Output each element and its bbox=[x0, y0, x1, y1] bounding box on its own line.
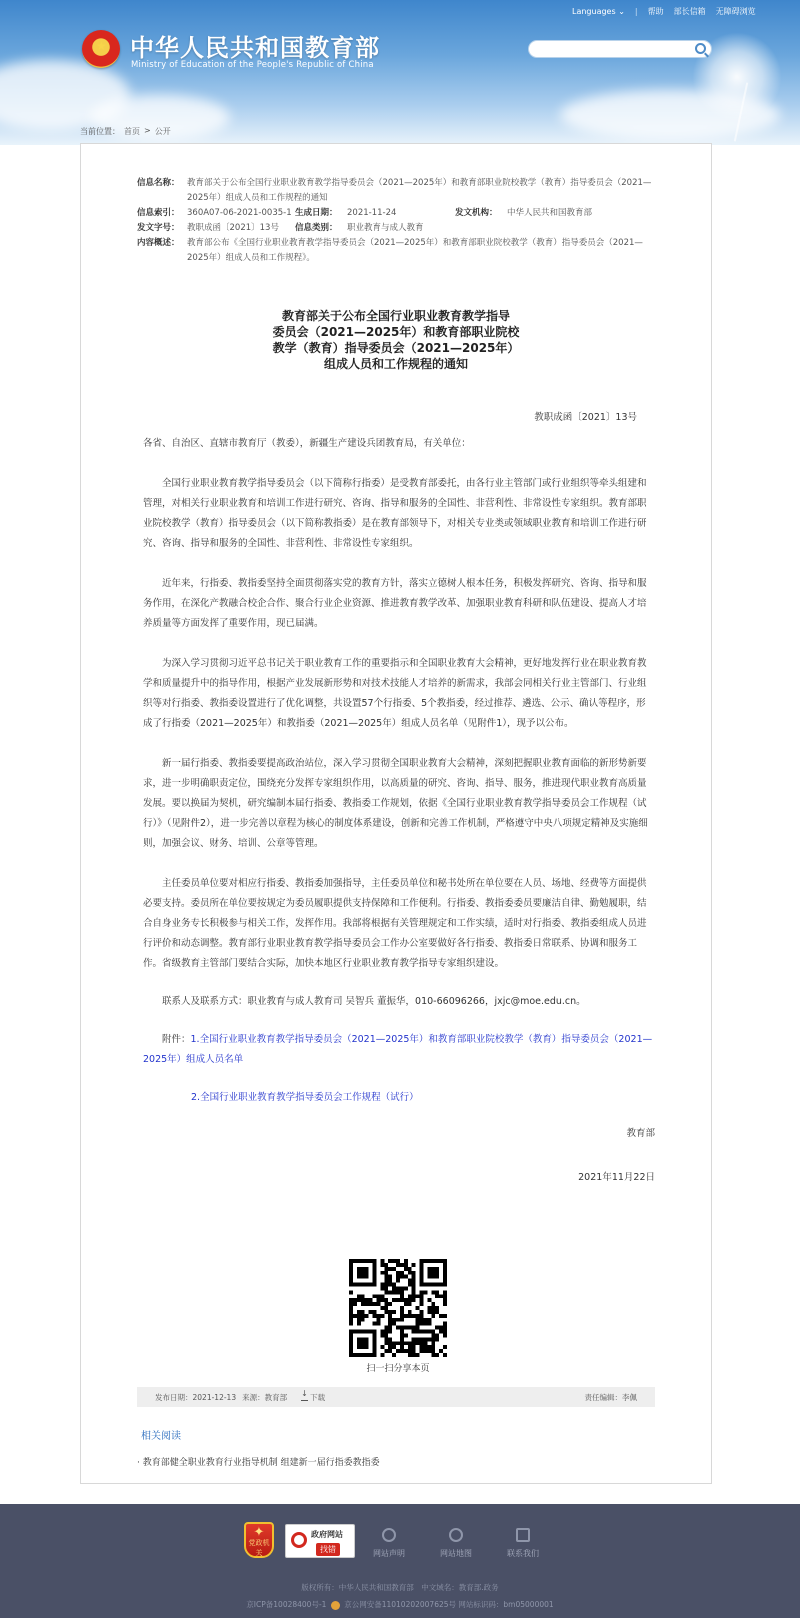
national-emblem-icon[interactable]: ★ bbox=[82, 30, 120, 68]
search-icon[interactable] bbox=[695, 43, 706, 54]
site-subtitle: Ministry of Education of the People's Republic of China bbox=[131, 60, 374, 70]
breadcrumb-home[interactable]: 首页 bbox=[124, 127, 140, 136]
footer-link-contact[interactable] bbox=[498, 1528, 548, 1559]
meta-gen-date-label: 生成日期： bbox=[295, 208, 338, 218]
title-line: 教育部关于公布全国行业职业教育教学指导 bbox=[281, 309, 510, 323]
title-line: 组成人员和工作规程的通知 bbox=[323, 357, 468, 371]
related-reading-title: 相关阅读 bbox=[141, 1431, 181, 1442]
signature: 教育部 bbox=[626, 1128, 655, 1139]
footer-copyright: 版权所有：中华人民共和国教育部 中文域名：教育部.政务 bbox=[301, 1583, 499, 1592]
attachment-2-link[interactable]: 2.全国行业职业教育教学指导委员会工作规程（试行） bbox=[191, 1092, 419, 1103]
meta-category-label: 信息类别： bbox=[295, 223, 338, 233]
qr-code bbox=[349, 1259, 447, 1357]
title-line: 委员会（2021—2025年）和教育部职业院校 bbox=[272, 325, 520, 339]
contacts-icon bbox=[516, 1528, 530, 1542]
gov-site-error-report-button[interactable] bbox=[285, 1524, 355, 1558]
source: 来源：教育部 bbox=[242, 1392, 288, 1402]
contact-info: 联系人及联系方式：职业教育与成人教育司 吴智兵 董振华，010-66096266，jxjc@moe.edu.cn。 bbox=[162, 996, 586, 1007]
error-report-line1: 政府网站 bbox=[311, 1530, 343, 1539]
map-pin-icon bbox=[449, 1528, 463, 1542]
breadcrumb-separator: > bbox=[144, 126, 151, 135]
magnifier-icon bbox=[291, 1532, 307, 1548]
signature-date: 2021年11月22日 bbox=[578, 1172, 655, 1183]
body-paragraph: 新一届行指委、教指委要提高政治站位，深入学习贯彻全国职业教育大会精神，深刻把握职业教育面临的新形势新要求，进一步明确职责定位，围绕充分发挥专家组织作用，以高质量的研究、咨询、指导、服务，推进现代职业教育高质量发展。要以换届为契机，研究编制本届行指委、教指委工作规划，依据《全国行业职业教育教学指导委员会工作规程（试行）》（见附件2），进一步完善以章程为核心的制度体系建设，创新和完善工作机制，严格遵守中央八项规定精神及实施细则，加强会议、财务、培训、公章等管理。 bbox=[143, 758, 648, 849]
footer-link-label: 网站地图 bbox=[440, 1549, 472, 1558]
attachment-label: 附件： bbox=[162, 1034, 191, 1045]
body-paragraph: 近年来，行指委、教指委坚持全面贯彻落实党的教育方针，落实立德树人根本任务，积极发挥研究、咨询、指导和服务作用，在深化产教融合校企合作、聚合行业企业资源、推进教育教学改革、加强职业教育科研和队伍建设、提高人才培养质量等方面发挥了重要作用，现已届满。 bbox=[143, 578, 647, 629]
addressee: 各省、自治区、直辖市教育厅（教委），新疆生产建设兵团教育局，有关单位： bbox=[143, 438, 471, 449]
qr-share bbox=[348, 1259, 448, 1374]
document-title bbox=[231, 308, 561, 372]
document-number: 教职成函〔2021〕13号 bbox=[534, 412, 637, 423]
footer-link-statement[interactable] bbox=[364, 1528, 414, 1559]
title-line: 教学（教育）指导委员会（2021—2025年） bbox=[272, 341, 520, 355]
top-links bbox=[572, 6, 756, 17]
editor: 责任编辑：李佩 bbox=[584, 1392, 637, 1402]
download-link[interactable] bbox=[301, 1392, 325, 1403]
document-body bbox=[143, 434, 655, 1188]
meta-org-label: 发文机构： bbox=[455, 208, 498, 218]
site-header bbox=[0, 0, 800, 145]
person-icon bbox=[382, 1528, 396, 1542]
breadcrumb bbox=[80, 126, 171, 137]
meta-summary-value: 教育部公布《全国行业职业教育教学指导委员会（2021—2025年）和教育部职业院校教学（教育）指导委员会（2021—2025年）组成人员和工作规程》。 bbox=[187, 238, 643, 263]
top-link-minister-mailbox[interactable]: 部长信箱 bbox=[673, 7, 706, 16]
meta-gen-date-value: 2021-11-24 bbox=[347, 208, 397, 218]
download-label: 下载 bbox=[310, 1392, 326, 1402]
top-link-accessibility[interactable]: 无障碍浏览 bbox=[715, 7, 756, 16]
footer-records bbox=[0, 1599, 800, 1610]
meta-name-label: 信息名称： bbox=[137, 178, 180, 188]
badge-line1: 党政 bbox=[248, 1539, 263, 1547]
footer-link-label: 网站声明 bbox=[373, 1549, 405, 1558]
breadcrumb-label: 当前位置： bbox=[80, 127, 120, 136]
languages-dropdown[interactable]: Languages ⌄ bbox=[572, 7, 625, 16]
document-metadata bbox=[137, 176, 657, 266]
meta-category-value: 职业教育与成人教育 bbox=[347, 223, 424, 233]
meta-summary-label: 内容概述： bbox=[137, 238, 180, 248]
article-info-bar bbox=[137, 1387, 655, 1407]
separator: | bbox=[634, 7, 638, 16]
qr-caption: 扫一扫分享本页 bbox=[366, 1364, 430, 1374]
site-id: 网站标识码：bm05000001 bbox=[458, 1600, 554, 1609]
site-footer bbox=[0, 1504, 800, 1618]
badge-line2: 机关 bbox=[255, 1539, 270, 1557]
site-title[interactable]: 中华人民共和国教育部 bbox=[130, 34, 380, 62]
meta-org-value: 中华人民共和国教育部 bbox=[507, 208, 593, 218]
attachment-1 bbox=[143, 1030, 655, 1070]
attachment-2 bbox=[143, 1088, 655, 1108]
meta-index-value: 360A07-06-2021-0035-1 bbox=[187, 208, 292, 218]
meta-index-label: 信息索引： bbox=[137, 208, 180, 218]
meta-doc-no-label: 发文字号： bbox=[137, 223, 180, 233]
footer-link-label: 联系我们 bbox=[507, 1549, 539, 1558]
police-badge-icon bbox=[331, 1601, 340, 1610]
article-container bbox=[80, 143, 712, 1484]
icp-record[interactable]: 京ICP备10028400号-1 bbox=[246, 1600, 327, 1609]
search-input[interactable] bbox=[528, 40, 712, 58]
footer-link-sitemap[interactable] bbox=[431, 1528, 481, 1559]
related-item[interactable]: · 教育部健全职业教育行业指导机制 组建新一届行指委教指委 bbox=[137, 1458, 380, 1468]
publish-date: 发布日期：2021-12-13 bbox=[155, 1392, 237, 1402]
body-paragraph: 全国行业职业教育教学指导委员会（以下简称行指委）是受教育部委托，由各行业主管部门或行业组织等牵头组建和管理，对相关行业职业教育和培训工作进行研究、咨询、指导和服务的全国性、非营利性、非常设性专家组织。教育部职业院校教学（教育）指导委员会（以下简称教指委）是在教育部领导下，对相关专业类或领域职业教育和培训工作进行研究、咨询、指导和服务的全国性、非营利性、非常设性专家组织。 bbox=[143, 478, 647, 549]
meta-doc-no-value: 教职成函〔2021〕13号 bbox=[187, 223, 279, 233]
attachment-1-link[interactable]: 1.全国行业职业教育教学指导委员会（2021—2025年）和教育部职业院校教学（教育）指导委员会（2021—2025年）组成人员名单 bbox=[143, 1034, 653, 1065]
download-icon bbox=[301, 1394, 308, 1401]
police-record[interactable]: 京公网安备11010202007625号 bbox=[344, 1600, 457, 1609]
meta-name-value: 教育部关于公布全国行业职业教育教学指导委员会（2021—2025年）和教育部职业院校教学（教育）指导委员会（2021—2025年）组成人员和工作规程的通知 bbox=[187, 178, 652, 203]
party-government-badge-icon[interactable]: ✦ 党政机关 bbox=[244, 1522, 274, 1558]
error-report-line2: 找错 bbox=[316, 1543, 340, 1556]
body-paragraph: 为深入学习贯彻习近平总书记关于职业教育工作的重要指示和全国职业教育大会精神，更好地发挥行业在职业教育教学和质量提升中的指导作用，根据产业发展新形势和对技术技能人才培养的新需求，我部会同相关行业主管部门、行业组织等对行指委、教指委设置进行了优化调整，共设置57个行指委、5个教指委，经过推荐、遴选、公示、确认等程序，形成了行指委（2021—2025年）和教指委（2021—2025年）组成人员名单（见附件1），现予以公布。 bbox=[143, 658, 647, 729]
body-paragraph: 主任委员单位要对相应行指委、教指委加强指导，主任委员单位和秘书处所在单位要在人员、场地、经费等方面提供必要支持。委员所在单位要按规定为委员履职提供支持保障和工作便利。行指委、教指委委员要廉洁自律、勤勉履职，结合自身业务专长积极参与相关工作，发挥作用。我部将根据有关管理规定和工作实绩，适时对行指委、教指委组成人员进行评价和动态调整。教育部行业职业教育教学指导委员会工作办公室要做好各行指委、教指委日常联系、协调和服务工作。省级教育主管部门要结合实际，加快本地区行业职业教育教学指导专家组织建设。 bbox=[143, 878, 647, 969]
top-link-help[interactable]: 帮助 bbox=[647, 7, 664, 16]
breadcrumb-current[interactable]: 公开 bbox=[154, 127, 171, 136]
